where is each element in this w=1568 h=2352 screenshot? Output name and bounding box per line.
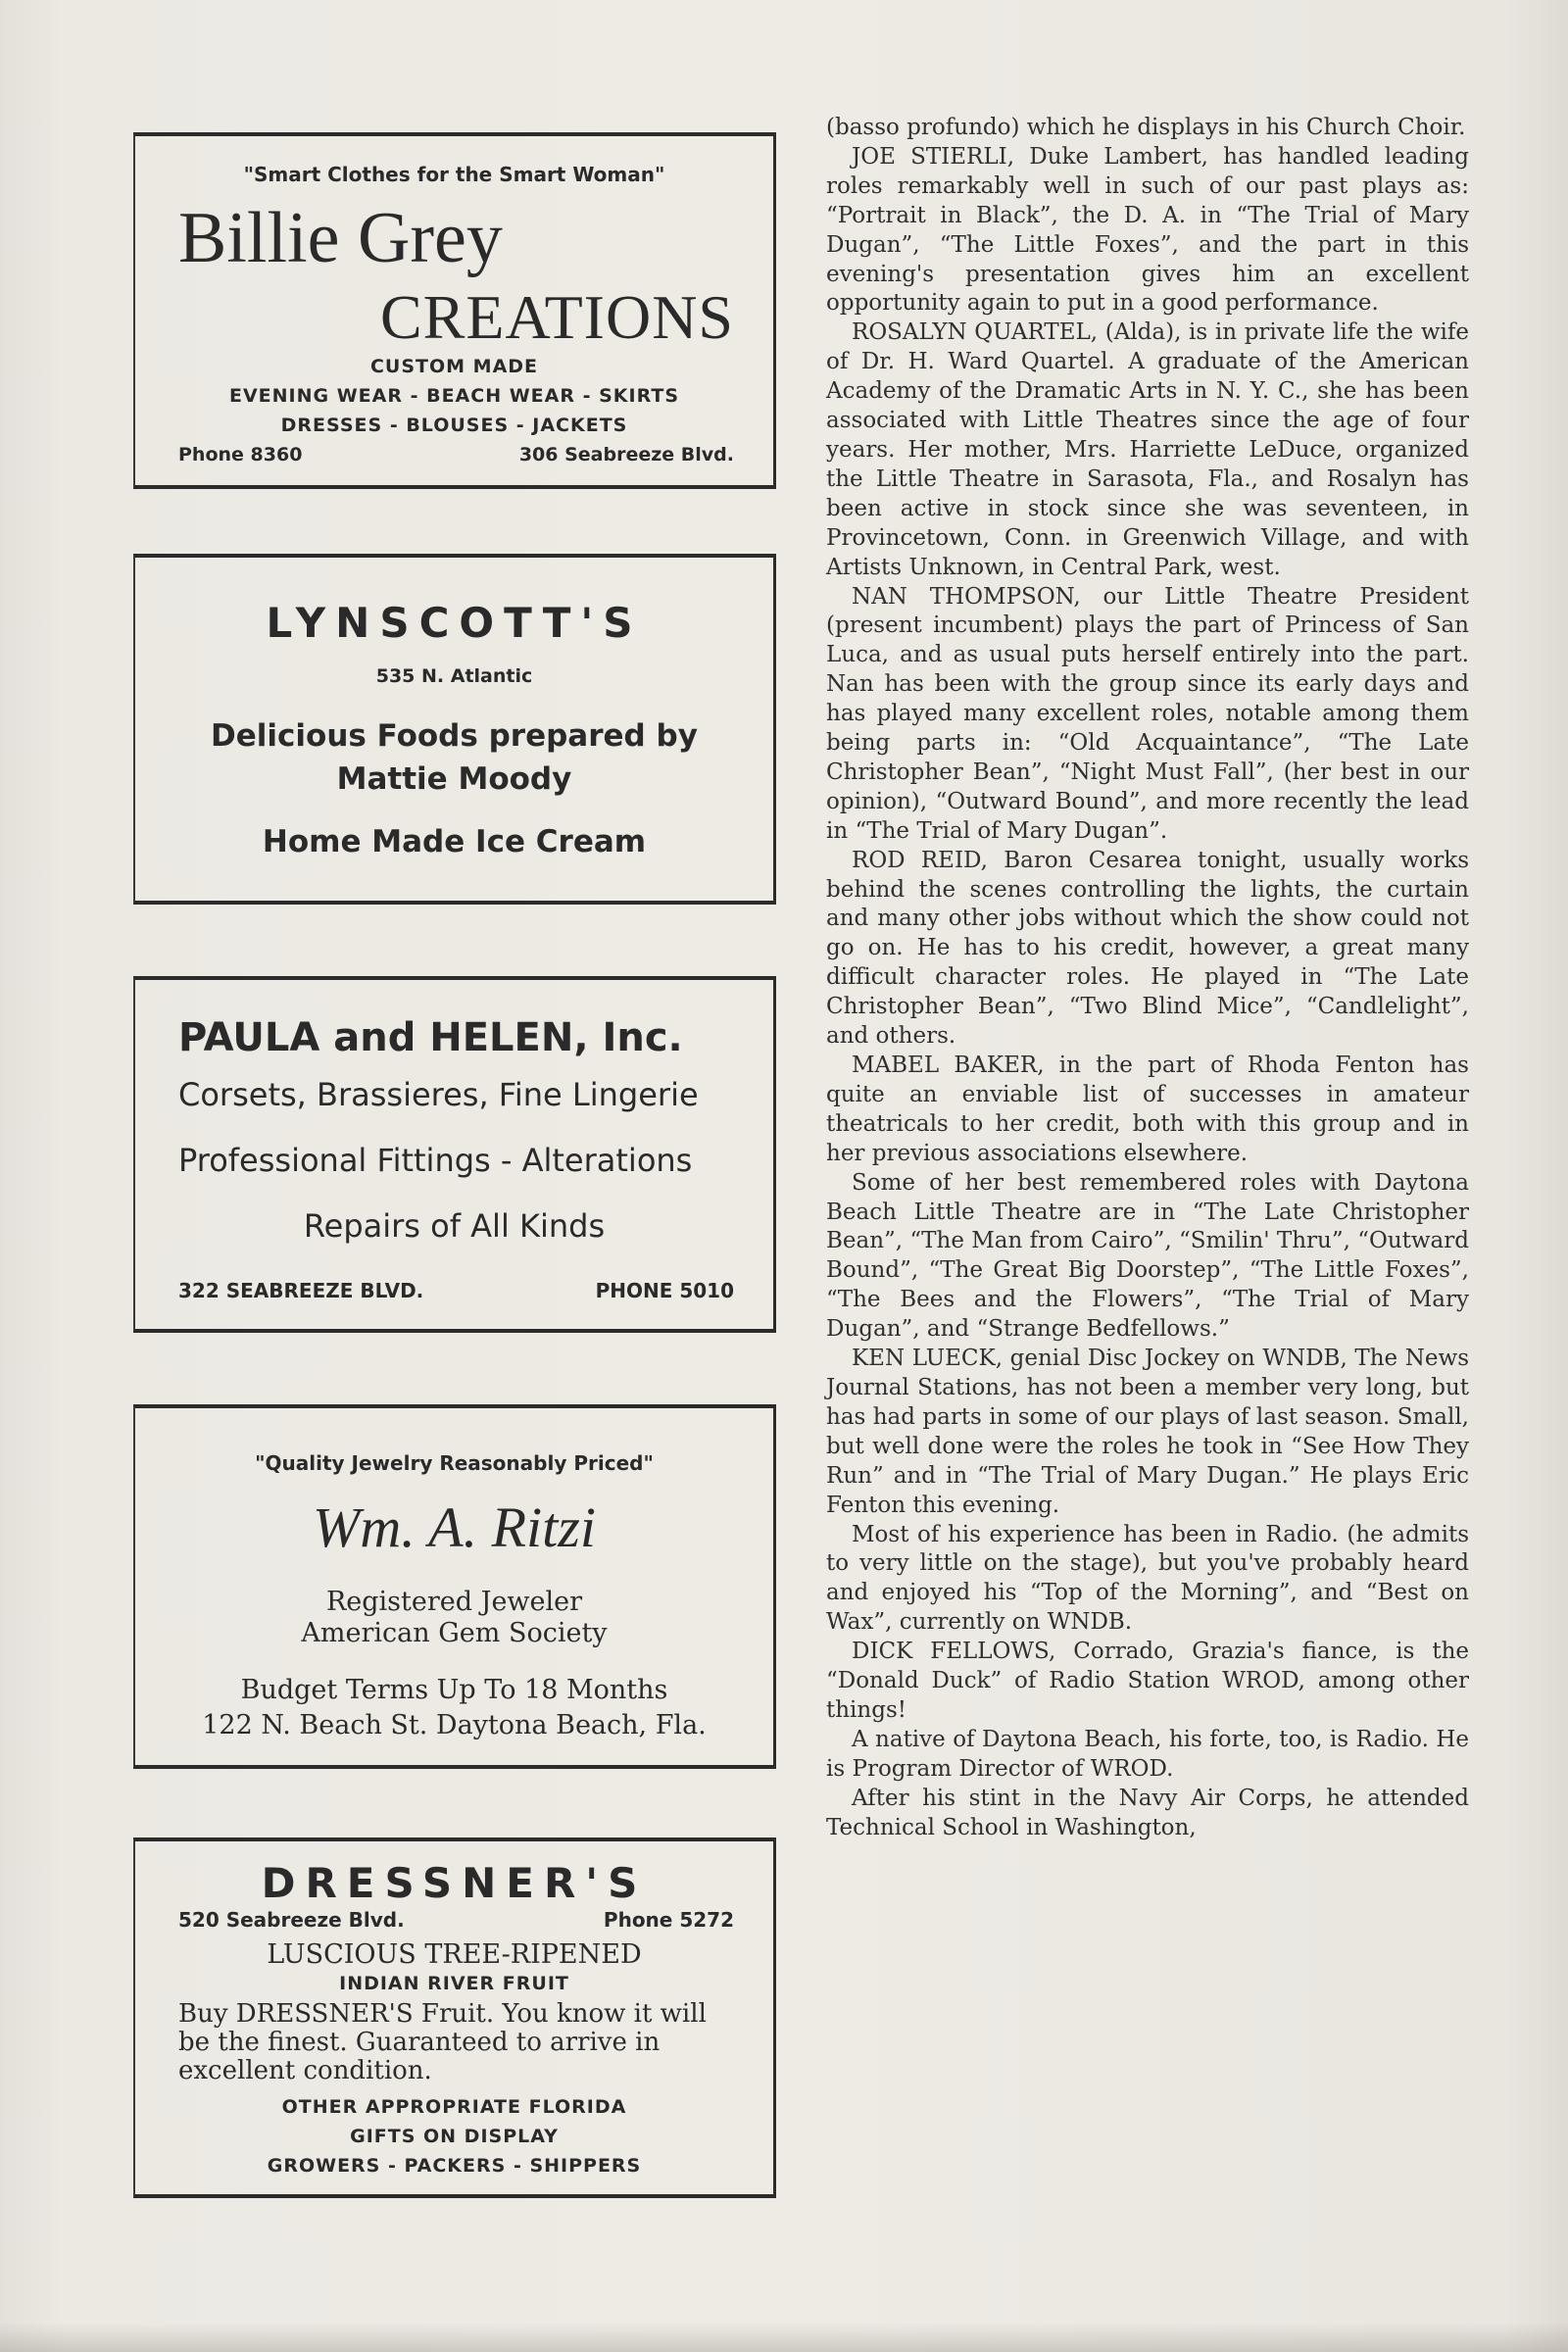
bio-paragraph-rosalyn-quartel: ROSALYN QUARTEL, (Alda), is in private life the wife of Dr. H. Ward Quartel. A graduate of the American Academy of the Dramatic Arts in N. Y. C., she has been associated with Little Theatres since the age of four years. Her mother, Mrs. Harriette LeDuce, organized the Little Theatre in Sarasota, Fla., and Rosalyn has been active in stock since she was seventeen, in Provincetown, Conn. in Greenwich Village, and with Artists Unknown, in Central Park, west.: [826, 319, 1469, 580]
ad-slogan: "Quality Jewelry Reasonably Priced": [255, 1451, 654, 1475]
ad-address: 122 N. Beach St. Daytona Beach, Fla.: [202, 1710, 707, 1740]
ad-business-name: PAULA and HELEN, Inc.: [178, 1015, 683, 1060]
bio-paragraph-dick-fellows: DICK FELLOWS, Corrado, Grazia's fiance, is the “Donald Duck” of Radio Station WROD, among other things!: [826, 1639, 1469, 1723]
page-edge-shadow: [0, 2323, 1568, 2352]
ad-address: 306 Seabreeze Blvd.: [518, 444, 734, 466]
ad-address: 535 N. Atlantic: [375, 665, 533, 687]
ad-text-line: Mattie Moody: [336, 761, 572, 797]
bio-paragraph-nan-thompson: NAN THOMPSON, our Little Theatre President (present incumbent) plays the part of Princess of San Luca, and as usual puts herself entirely into the part. Nan has been with the group since its early days and has played many excellent roles, notable among them being parts in: “Old Acquaintance”, “The Late Christopher Bean”, “Night Must Fall”, (her best in our opinion), “Outward Bound”, and more recently the lead in “The Trial of Mary Dugan”.: [826, 583, 1469, 844]
ad-paula-and-helen: [133, 976, 776, 1333]
ad-text-line: Corsets, Brassieres, Fine Lingerie: [178, 1076, 699, 1113]
ad-text-line: INDIAN RIVER FRUIT: [339, 1973, 569, 1994]
ad-text-line: GROWERS - PACKERS - SHIPPERS: [267, 2155, 642, 2177]
ad-text-line: American Gem Society: [301, 1618, 608, 1648]
ad-dressners: [133, 1838, 776, 2198]
bio-paragraph-mabel-baker: MABEL BAKER, in the part of Rhoda Fenton has quite an enviable list of successes in amateur theatricals to her credit, both with this group and in her previous associations elsewhere.: [826, 1053, 1469, 1166]
ad-text-line: Registered Jeweler: [325, 1587, 583, 1617]
ad-text-line: GIFTS ON DISPLAY: [350, 2126, 559, 2147]
ad-ritzi-jeweler: [133, 1404, 776, 1769]
ad-text-line: Home Made Ice Cream: [262, 824, 647, 859]
bio-paragraph-joe-stierli: JOE STIERLI, Duke Lambert, has handled leading roles remarkably well in such of our past plays as: “Portrait in Black”, the D. A. in “The Trial of Mary Dugan”, “The Little Foxes”, and the part in this evening's presentation gives him an excellent opportunity again to put in a good performance.: [826, 143, 1469, 317]
bio-paragraph-rod-reid: ROD REID, Baron Cesarea tonight, usually works behind the scenes controlling the lights, the curtain and many other jobs without which the show could not go on. He has to his credit, however, a great many difficult character roles. He played in “The Late Christopher Bean”, “Two Blind Mice”, “Candlelight”, and others.: [826, 847, 1469, 1050]
ad-text-line: Delicious Foods prepared by: [211, 718, 698, 754]
ad-address: 520 Seabreeze Blvd.: [178, 1908, 405, 1932]
ad-business-name-sub: CREATIONS: [379, 282, 734, 352]
ad-text-custom-made: CUSTOM MADE: [369, 356, 539, 377]
ad-business-name: DRESSNER'S: [261, 1859, 648, 1907]
ad-phone: Phone 5272: [603, 1908, 734, 1932]
ad-text-line: Budget Terms Up To 18 Months: [240, 1675, 668, 1705]
ad-paragraph: Buy DRESSNER'S Fruit. You know it will be the finest. Guaranteed to arrive in excellent condition.: [178, 1999, 707, 2085]
bio-paragraph: Some of her best remembered roles with Daytona Beach Little Theatre are in “The Late Christopher Bean”, “The Man from Cairo”, “Smilin' Thru”, “Outward Bound”, “The Great Big Doorstep”, “The Little Foxes”, “The Bees and the Flowers”, “The Trial of Mary Dugan”, and “Strange Bedfellows.”: [826, 1169, 1469, 1343]
ad-billie-grey: [133, 132, 776, 489]
ad-slogan: "Smart Clothes for the Smart Woman": [243, 163, 665, 186]
ad-lynscotts: [133, 554, 776, 905]
ad-text-line: OTHER APPROPRIATE FLORIDA: [281, 2096, 627, 2118]
bio-paragraph-ken-lueck: KEN LUECK, genial Disc Jockey on WNDB, The News Journal Stations, has not been a member very long, but has had parts in some of our plays of last season. Small, but well done were the roles he took in “See How They Run” and in “The Trial of Mary Dugan.” He plays Eric Fenton this evening.: [826, 1346, 1469, 1518]
ad-address: 322 SEABREEZE BLVD.: [178, 1279, 424, 1302]
ad-business-name: LYNSCOTT'S: [266, 599, 643, 647]
cast-bio-column: [826, 114, 1469, 1842]
ad-phone: Phone 8360: [178, 444, 303, 466]
bio-paragraph: Most of his experience has been in Radio. (he admits to very little on the stage), but you've probably heard and enjoyed his “Top of the Morning”, and “Best on Wax”, currently on WNDB.: [826, 1521, 1469, 1636]
ad-text-line: EVENING WEAR - BEACH WEAR - SKIRTS: [228, 385, 680, 407]
ad-text-line: LUSCIOUS TREE-RIPENED: [267, 1939, 642, 1970]
ad-text-line: Repairs of All Kinds: [303, 1207, 606, 1245]
ad-text-line: DRESSES - BLOUSES - JACKETS: [280, 415, 628, 436]
bio-paragraph: After his stint in the Navy Air Corps, he attended Technical School in Washington,: [826, 1785, 1469, 1840]
bio-paragraph: A native of Daytona Beach, his forte, too, is Radio. He is Program Director of WROD.: [826, 1726, 1469, 1782]
ad-text-line: Professional Fittings - Alterations: [178, 1142, 693, 1179]
ad-phone: PHONE 5010: [595, 1279, 734, 1302]
ad-business-name: Billie Grey: [178, 198, 503, 278]
ad-business-name: Wm. A. Ritzi: [313, 1495, 596, 1559]
bio-paragraph: (basso profundo) which he displays in his Church Choir.: [826, 115, 1466, 140]
